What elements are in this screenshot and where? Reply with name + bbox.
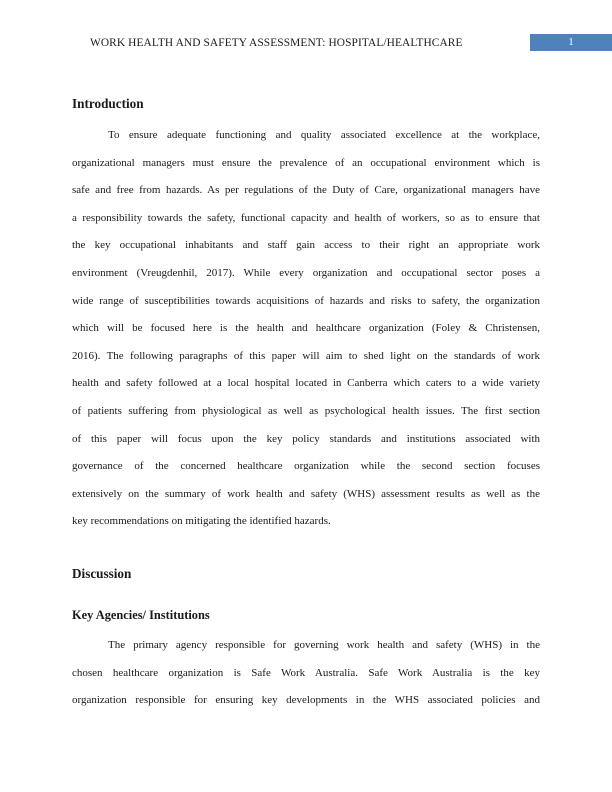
- intro-line-14: extensively on the summary of work health and safety (WHS) assessment results as well as the: [72, 488, 540, 500]
- intro-line-9: 2016). The following paragraphs of this paper will aim to shed light on the standards of work: [72, 350, 540, 362]
- intro-line-2: organizational managers must ensure the prevalence of an occupational environment which is: [72, 157, 540, 169]
- running-head: WORK HEALTH AND SAFETY ASSESSMENT: HOSPITAL/HEALTHCARE: [90, 37, 463, 49]
- intro-line-10: health and safety followed at a local hospital located in Canberra which caters to a wide variety: [72, 377, 540, 389]
- discussion-heading: Discussion: [72, 566, 132, 581]
- intro-line-6: environment (Vreugdenhil, 2017). While every organization and occupational sector poses a: [72, 267, 540, 279]
- intro-line-7: wide range of susceptibilities towards acquisitions of hazards and risks to safety, the organization: [72, 295, 540, 307]
- page-number: 1: [530, 34, 612, 51]
- intro-line-8: which will be focused here is the health and healthcare organization (Foley & Christensen,: [72, 322, 540, 334]
- intro-line-13: governance of the concerned healthcare organization while the second section focuses: [72, 460, 540, 472]
- intro-line-4: a responsibility towards the safety, functional capacity and health of workers, so as to ensure that: [72, 212, 540, 224]
- discussion-line-3: organization responsible for ensuring key developments in the WHS associated policies and: [72, 694, 540, 706]
- introduction-heading: Introduction: [72, 96, 144, 111]
- intro-line-15: key recommendations on mitigating the identified hazards.: [72, 515, 331, 527]
- key-agencies-subheading: Key Agencies/ Institutions: [72, 608, 210, 622]
- intro-line-3: safe and free from hazards. As per regulations of the Duty of Care, organizational managers have: [72, 184, 540, 196]
- intro-line-5: the key occupational inhabitants and staff gain access to their right an appropriate work: [72, 239, 540, 251]
- intro-line-1: To ensure adequate functioning and quality associated excellence at the workplace,: [108, 129, 540, 141]
- discussion-line-2: chosen healthcare organization is Safe Work Australia. Safe Work Australia is the key: [72, 667, 540, 679]
- discussion-line-1: The primary agency responsible for governing work health and safety (WHS) in the: [108, 639, 540, 651]
- intro-line-12: of this paper will focus upon the key policy standards and institutions associated with: [72, 433, 540, 445]
- intro-line-11: of patients suffering from physiological as well as psychological health issues. The first section: [72, 405, 540, 417]
